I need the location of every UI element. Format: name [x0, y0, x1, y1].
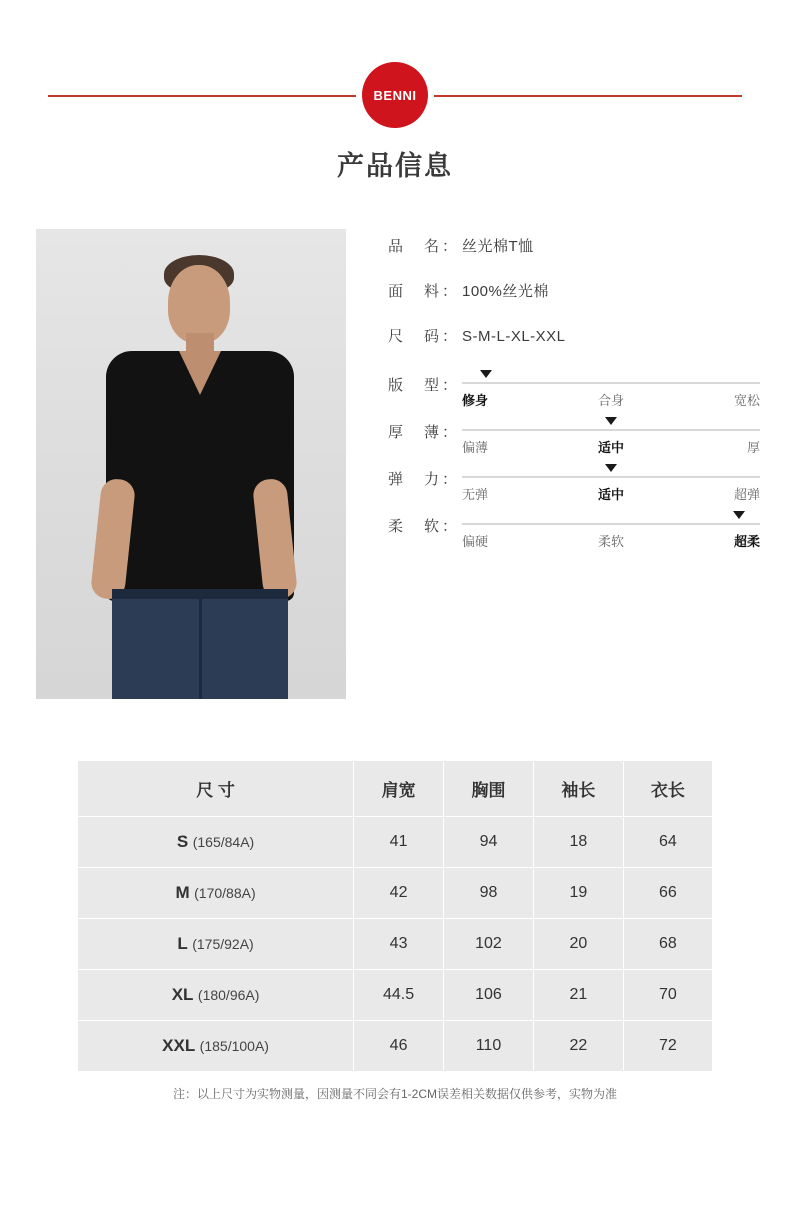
- product-section: [0, 229, 790, 699]
- scale-body: [462, 464, 760, 503]
- cell-size: [78, 919, 354, 970]
- scale-tick: 宽松: [733, 393, 760, 408]
- column-header-size: 尺 寸: [78, 761, 354, 817]
- brand-logo: [362, 62, 428, 128]
- scale-tick: 超弹: [733, 487, 760, 502]
- column-header-sleeve: 袖长: [533, 761, 623, 817]
- brand-logo-text: BENNI: [373, 87, 417, 103]
- cell-size: [78, 817, 354, 868]
- scale-track: [462, 382, 760, 384]
- scale-body: [462, 370, 760, 409]
- spec-list: [346, 229, 790, 699]
- cell-bust: 102: [444, 919, 534, 970]
- scale-label: 柔 软：: [388, 518, 461, 535]
- scale-ticks: [462, 531, 760, 550]
- page-title: 产品信息: [337, 151, 453, 181]
- cell-sleeve: 21: [533, 970, 623, 1021]
- scale-row-fit: [388, 370, 760, 409]
- scale-tick: 合身: [597, 393, 624, 408]
- size-table-note: 注：以上尺寸为实物测量，因测量不同会有1-2CM误差相关数据仅供参考，实物为准: [172, 1087, 617, 1101]
- scale-tick: 修身: [462, 393, 489, 408]
- cell-length: 64: [623, 817, 712, 868]
- cell-size: [78, 970, 354, 1021]
- model-jeans-waistband: [112, 589, 288, 599]
- scale-tick: 超柔: [733, 534, 760, 549]
- model-head: [168, 265, 230, 343]
- scale-tick: 适中: [597, 440, 624, 455]
- scale-label: 厚 薄：: [388, 424, 461, 441]
- cell-shoulder: 44.5: [354, 970, 444, 1021]
- spec-row-fabric: [388, 280, 760, 301]
- size-table: [78, 761, 712, 1071]
- size-name: XXL: [162, 1036, 196, 1055]
- scale-ticks: [462, 390, 760, 409]
- spec-value: S-M-L-XL-XXL: [462, 328, 566, 345]
- table-row: [78, 1021, 712, 1072]
- size-spec: (175/92A): [192, 936, 254, 952]
- cell-shoulder: 42: [354, 868, 444, 919]
- table-row: [78, 919, 712, 970]
- scale-marker-softness: [733, 511, 745, 519]
- table-row: [78, 970, 712, 1021]
- cell-size: [78, 868, 354, 919]
- spec-label: 尺 码：: [388, 328, 461, 345]
- scale-body: [462, 417, 760, 456]
- size-table-section: [78, 761, 712, 1102]
- size-name: XL: [171, 985, 194, 1004]
- cell-shoulder: 43: [354, 919, 444, 970]
- scale-tick: 无弹: [462, 487, 489, 502]
- scale-tick: 偏硬: [462, 534, 489, 549]
- cell-bust: 110: [444, 1021, 534, 1072]
- cell-sleeve: 18: [533, 817, 623, 868]
- spec-label: 品 名：: [388, 238, 461, 255]
- spec-row-sizes: [388, 325, 760, 346]
- scale-row-elasticity: [388, 464, 760, 503]
- size-spec: (180/96A): [197, 987, 260, 1003]
- size-name: M: [175, 883, 190, 902]
- page-header: [0, 0, 790, 130]
- scale-marker-fit: [480, 370, 492, 378]
- column-header-bust: 胸围: [444, 761, 534, 817]
- scale-tick: 厚: [746, 440, 760, 455]
- model-jeans-seam: [199, 599, 202, 699]
- scale-track: [462, 429, 760, 431]
- cell-length: 70: [623, 970, 712, 1021]
- size-spec: (165/84A): [192, 834, 255, 850]
- scale-label: 弹 力：: [388, 471, 461, 488]
- scale-marker-elasticity: [605, 464, 617, 472]
- spec-value: 丝光棉T恤: [462, 238, 534, 255]
- spec-value: 100%丝光棉: [462, 283, 549, 300]
- size-spec: (170/88A): [194, 885, 256, 901]
- scale-track: [462, 523, 760, 525]
- cell-sleeve: 19: [533, 868, 623, 919]
- cell-length: 72: [659, 1037, 677, 1054]
- table-row: [78, 868, 712, 919]
- scale-marker-thickness: [605, 417, 617, 425]
- size-name: S: [176, 832, 189, 851]
- cell-sleeve: 20: [533, 919, 623, 970]
- scale-label: 版 型：: [388, 377, 461, 394]
- size-spec: (185/100A): [199, 1038, 269, 1054]
- scale-tick: 偏薄: [462, 440, 489, 455]
- cell-length: 68: [623, 919, 712, 970]
- cell-size: [78, 1021, 354, 1072]
- column-header-shoulder: 肩宽: [354, 761, 444, 817]
- cell-bust: 106: [444, 970, 534, 1021]
- product-photo: [36, 229, 346, 699]
- cell-length: 66: [623, 868, 712, 919]
- table-row: [78, 817, 712, 868]
- cell-shoulder: 46: [354, 1021, 444, 1072]
- cell-shoulder: 41: [354, 817, 444, 868]
- scale-tick: 适中: [597, 487, 624, 502]
- scale-row-softness: [388, 511, 760, 550]
- cell-sleeve: 22: [533, 1021, 623, 1072]
- scale-ticks: [462, 484, 760, 503]
- scale-track: [462, 476, 760, 478]
- spec-row-name: [388, 235, 760, 256]
- scale-ticks: [462, 437, 760, 456]
- table-header-row: [78, 761, 712, 817]
- column-header-length: 衣长: [623, 761, 712, 817]
- cell-bust: 98: [444, 868, 534, 919]
- size-name: L: [177, 934, 188, 953]
- scale-body: [462, 511, 760, 550]
- scale-tick: 柔软: [597, 534, 624, 549]
- spec-label: 面 料：: [388, 283, 461, 300]
- cell-bust: 94: [444, 817, 534, 868]
- scale-row-thickness: [388, 417, 760, 456]
